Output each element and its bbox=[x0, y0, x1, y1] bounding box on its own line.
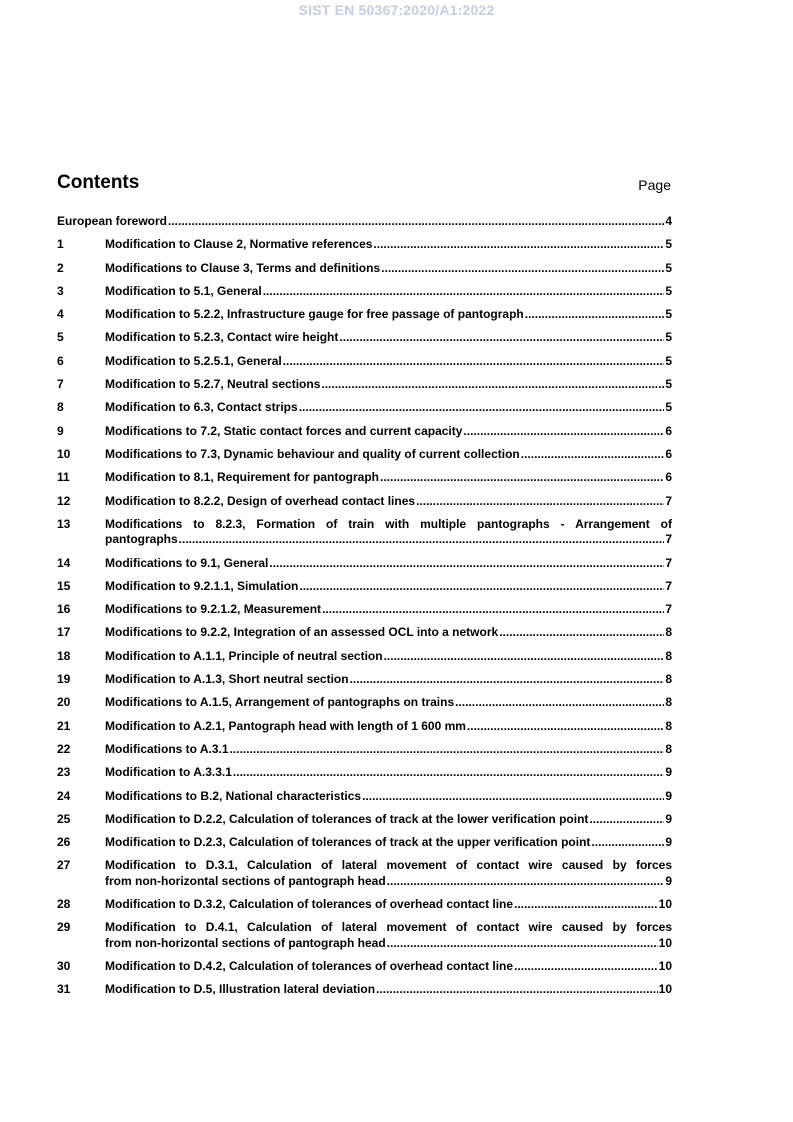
toc-page-number: 5 bbox=[665, 353, 672, 368]
dot-leader bbox=[455, 695, 664, 710]
toc-page-number: 6 bbox=[665, 423, 672, 438]
toc-entry[interactable] bbox=[57, 812, 672, 827]
toc-entry-title: Modifications to 9.2.1.2, Measurement bbox=[105, 602, 322, 617]
toc-entry[interactable] bbox=[57, 719, 672, 734]
toc-entry-number: 19 bbox=[57, 672, 71, 687]
toc-page-number: 9 bbox=[665, 788, 672, 803]
toc-entry[interactable] bbox=[57, 284, 672, 299]
toc-entry[interactable] bbox=[57, 261, 672, 276]
dot-leader bbox=[373, 237, 664, 252]
toc-page-number: 5 bbox=[665, 330, 672, 345]
toc-entry-title: Modifications to B.2, National characteristics bbox=[105, 788, 362, 803]
toc-entry[interactable] bbox=[57, 920, 672, 951]
toc-page-number: 5 bbox=[665, 283, 672, 298]
toc-entry-title: Modification to 5.2.5.1, General bbox=[105, 353, 282, 368]
toc-entry[interactable] bbox=[57, 330, 672, 345]
dot-leader bbox=[525, 307, 665, 322]
toc-entry-number: 8 bbox=[57, 400, 64, 415]
toc-page-number: 10 bbox=[658, 897, 672, 912]
dot-leader bbox=[589, 812, 664, 827]
toc-page-number: 5 bbox=[665, 237, 672, 252]
toc-entry-title: from non-horizontal sections of pantograph head bbox=[105, 935, 386, 950]
toc-entry-number: 30 bbox=[57, 959, 71, 974]
toc-entry-title: Modification to D.2.2, Calculation of tolerances of track at the lower verification point bbox=[105, 811, 589, 826]
toc-entry[interactable] bbox=[57, 237, 672, 252]
toc-entry-number: 28 bbox=[57, 897, 71, 912]
toc-entry-title-line: Modification to D.4.1, Calculation of lateral movement of contact wire caused by forces bbox=[105, 920, 672, 935]
toc-page-number: 9 bbox=[665, 873, 672, 888]
toc-entry-title: Modification to Clause 2, Normative references bbox=[105, 237, 373, 252]
toc-entry-number: 16 bbox=[57, 602, 71, 617]
toc-entry-number: 1 bbox=[57, 237, 64, 252]
toc-entry-title: Modification to A.3.3.1 bbox=[105, 765, 232, 780]
toc-entry-title: Modification to D.5, Illustration lateral deviation bbox=[105, 982, 376, 997]
dot-leader bbox=[384, 649, 665, 664]
toc-page-number: 8 bbox=[665, 695, 672, 710]
toc-entry-title: Modifications to Clause 3, Terms and definitions bbox=[105, 260, 381, 275]
dot-leader bbox=[387, 936, 658, 951]
table-of-contents bbox=[57, 214, 672, 1006]
toc-entry-number: 31 bbox=[57, 982, 71, 997]
toc-entry-number: 27 bbox=[57, 858, 71, 873]
toc-page-number: 5 bbox=[665, 260, 672, 275]
toc-entry[interactable] bbox=[57, 377, 672, 392]
dot-leader bbox=[269, 556, 664, 571]
toc-entry-number: 13 bbox=[57, 516, 71, 531]
dot-leader bbox=[299, 400, 665, 415]
toc-entry[interactable] bbox=[57, 858, 672, 889]
toc-page-number: 7 bbox=[665, 493, 672, 508]
dot-leader bbox=[283, 354, 665, 369]
toc-entry-number: 15 bbox=[57, 578, 71, 593]
toc-entry[interactable] bbox=[57, 424, 672, 439]
dot-leader bbox=[499, 625, 664, 640]
toc-entry-title: Modification to 9.2.1.1, Simulation bbox=[105, 578, 299, 593]
toc-entry-number: 23 bbox=[57, 765, 71, 780]
toc-page-number: 5 bbox=[665, 377, 672, 392]
dot-leader bbox=[168, 214, 664, 229]
toc-page-number: 6 bbox=[665, 470, 672, 485]
toc-entry-title: Modification to A.2.1, Pantograph head with length of 1 600 mm bbox=[105, 718, 466, 733]
toc-entry[interactable] bbox=[57, 447, 672, 462]
toc-entry-title: Modification to 8.2.2, Design of overhead contact lines bbox=[105, 493, 416, 508]
toc-entry[interactable] bbox=[57, 742, 672, 757]
toc-entry-number: 24 bbox=[57, 788, 71, 803]
toc-page-number: 9 bbox=[665, 835, 672, 850]
toc-page-number: 7 bbox=[665, 578, 672, 593]
page-column-label: Page bbox=[638, 177, 671, 193]
page-title: Contents bbox=[57, 172, 140, 193]
toc-entry[interactable] bbox=[57, 354, 672, 369]
toc-entry-number: 3 bbox=[57, 283, 64, 298]
dot-leader bbox=[263, 284, 665, 299]
toc-entry-title: Modification to A.1.3, Short neutral section bbox=[105, 672, 349, 687]
toc-list bbox=[57, 237, 672, 998]
toc-page-number: 7 bbox=[665, 555, 672, 570]
toc-entry-title: Modification to 5.2.2, Infrastructure gauge for free passage of pantograph bbox=[105, 307, 524, 322]
toc-entry-title: Modification to 8.1, Requirement for pantograph bbox=[105, 470, 380, 485]
toc-entry-title: Modifications to A.3.1 bbox=[105, 741, 229, 756]
dot-leader bbox=[230, 742, 665, 757]
toc-entry[interactable] bbox=[57, 470, 672, 485]
dot-leader bbox=[514, 897, 658, 912]
toc-entry[interactable] bbox=[57, 307, 672, 322]
toc-entry-title: Modification to 6.3, Contact strips bbox=[105, 400, 298, 415]
toc-entry-number: 7 bbox=[57, 377, 64, 392]
toc-entry-foreword[interactable] bbox=[57, 214, 672, 229]
toc-entry-title: Modification to 5.2.7, Neutral sections bbox=[105, 377, 321, 392]
toc-entry[interactable] bbox=[57, 695, 672, 710]
toc-entry-title: Modifications to A.1.5, Arrangement of pantographs on trains bbox=[105, 695, 455, 710]
toc-page-number: 6 bbox=[665, 446, 672, 461]
toc-entry-number: 22 bbox=[57, 741, 71, 756]
toc-entry-title: Modification to D.4.2, Calculation of tolerances of overhead contact line bbox=[105, 959, 514, 974]
toc-entry-number: 2 bbox=[57, 260, 64, 275]
toc-entry-number: 4 bbox=[57, 307, 64, 322]
toc-page-number: 8 bbox=[665, 741, 672, 756]
toc-page-number: 10 bbox=[658, 982, 672, 997]
toc-entry-title-line: Modifications to 8.2.3, Formation of train with multiple pantographs - Arrangement of bbox=[105, 516, 672, 531]
toc-entry-number: 9 bbox=[57, 423, 64, 438]
toc-entry-title: Modifications to 7.3, Dynamic behaviour and quality of current collection bbox=[105, 446, 520, 461]
toc-page-number: 10 bbox=[658, 935, 672, 950]
toc-entry[interactable] bbox=[57, 959, 672, 974]
dot-leader bbox=[376, 982, 658, 997]
toc-entry-number: 5 bbox=[57, 330, 64, 345]
toc-entry[interactable] bbox=[57, 400, 672, 415]
dot-leader bbox=[362, 789, 664, 804]
toc-entry-number: 25 bbox=[57, 811, 71, 826]
dot-leader bbox=[381, 261, 664, 276]
toc-entry-title: Modification to 5.1, General bbox=[105, 283, 262, 298]
toc-page-number: 4 bbox=[665, 214, 672, 228]
toc-entry-number: 29 bbox=[57, 920, 71, 935]
toc-entry-title: from non-horizontal sections of pantograph head bbox=[105, 873, 386, 888]
dot-leader bbox=[233, 765, 664, 780]
toc-entry-title: Modifications to 9.2.2, Integration of an assessed OCL into a network bbox=[105, 625, 499, 640]
toc-page-number: 5 bbox=[665, 400, 672, 415]
contents-header bbox=[57, 172, 671, 196]
toc-entry[interactable] bbox=[57, 982, 672, 997]
toc-entry-number: 6 bbox=[57, 353, 64, 368]
dot-leader bbox=[350, 672, 665, 687]
toc-entry-number: 11 bbox=[57, 470, 70, 485]
toc-entry-number: 21 bbox=[57, 718, 71, 733]
dot-leader bbox=[387, 874, 665, 889]
dot-leader bbox=[467, 719, 664, 734]
toc-entry-title: European foreword bbox=[57, 214, 168, 228]
dot-leader bbox=[321, 377, 664, 392]
dot-leader bbox=[299, 579, 664, 594]
toc-page-number: 9 bbox=[665, 765, 672, 780]
dot-leader bbox=[416, 494, 664, 509]
toc-entry-title: Modification to D.3.2, Calculation of tolerances of overhead contact line bbox=[105, 897, 514, 912]
toc-entry-title: pantographs bbox=[105, 532, 178, 547]
dot-leader bbox=[463, 424, 664, 439]
toc-entry[interactable] bbox=[57, 649, 672, 664]
toc-entry[interactable] bbox=[57, 625, 672, 640]
toc-entry-number: 12 bbox=[57, 493, 71, 508]
toc-page-number: 8 bbox=[665, 718, 672, 733]
dot-leader bbox=[339, 330, 664, 345]
toc-page-number: 8 bbox=[665, 625, 672, 640]
toc-entry-number: 18 bbox=[57, 648, 71, 663]
toc-page-number: 8 bbox=[665, 648, 672, 663]
toc-entry[interactable] bbox=[57, 517, 672, 548]
toc-entry[interactable] bbox=[57, 556, 672, 571]
toc-entry-title-line: Modification to D.3.1, Calculation of lateral movement of contact wire caused by forces bbox=[105, 858, 672, 873]
toc-entry-title: Modification to A.1.1, Principle of neutral section bbox=[105, 648, 383, 663]
toc-entry-title: Modifications to 9.1, General bbox=[105, 555, 269, 570]
toc-entry[interactable] bbox=[57, 765, 672, 780]
toc-page-number: 7 bbox=[665, 602, 672, 617]
dot-leader bbox=[591, 835, 664, 850]
toc-entry-title: Modification to D.2.3, Calculation of tolerances of track at the upper verification point bbox=[105, 835, 591, 850]
dot-leader bbox=[514, 959, 658, 974]
toc-entry-number: 10 bbox=[57, 446, 71, 461]
toc-entry[interactable] bbox=[57, 835, 672, 850]
toc-entry[interactable] bbox=[57, 602, 672, 617]
document-watermark: SIST EN 50367:2020/A1:2022 bbox=[298, 2, 495, 18]
dot-leader bbox=[521, 447, 665, 462]
toc-entry[interactable] bbox=[57, 789, 672, 804]
toc-entry-title: Modification to 5.2.3, Contact wire height bbox=[105, 330, 339, 345]
toc-page-number: 8 bbox=[665, 672, 672, 687]
toc-entry-title: Modifications to 7.2, Static contact forces and current capacity bbox=[105, 423, 463, 438]
toc-page-number: 5 bbox=[665, 307, 672, 322]
toc-entry-number: 20 bbox=[57, 695, 71, 710]
toc-page-number: 10 bbox=[658, 959, 672, 974]
toc-entry-number: 26 bbox=[57, 835, 71, 850]
dot-leader bbox=[380, 470, 664, 485]
toc-entry[interactable] bbox=[57, 672, 672, 687]
toc-entry-number: 14 bbox=[57, 555, 71, 570]
toc-entry[interactable] bbox=[57, 494, 672, 509]
toc-entry-number: 17 bbox=[57, 625, 71, 640]
dot-leader bbox=[322, 602, 664, 617]
dot-leader bbox=[179, 532, 665, 547]
toc-page-number: 7 bbox=[665, 532, 672, 547]
toc-entry[interactable] bbox=[57, 579, 672, 594]
toc-entry[interactable] bbox=[57, 897, 672, 912]
toc-page-number: 9 bbox=[665, 811, 672, 826]
